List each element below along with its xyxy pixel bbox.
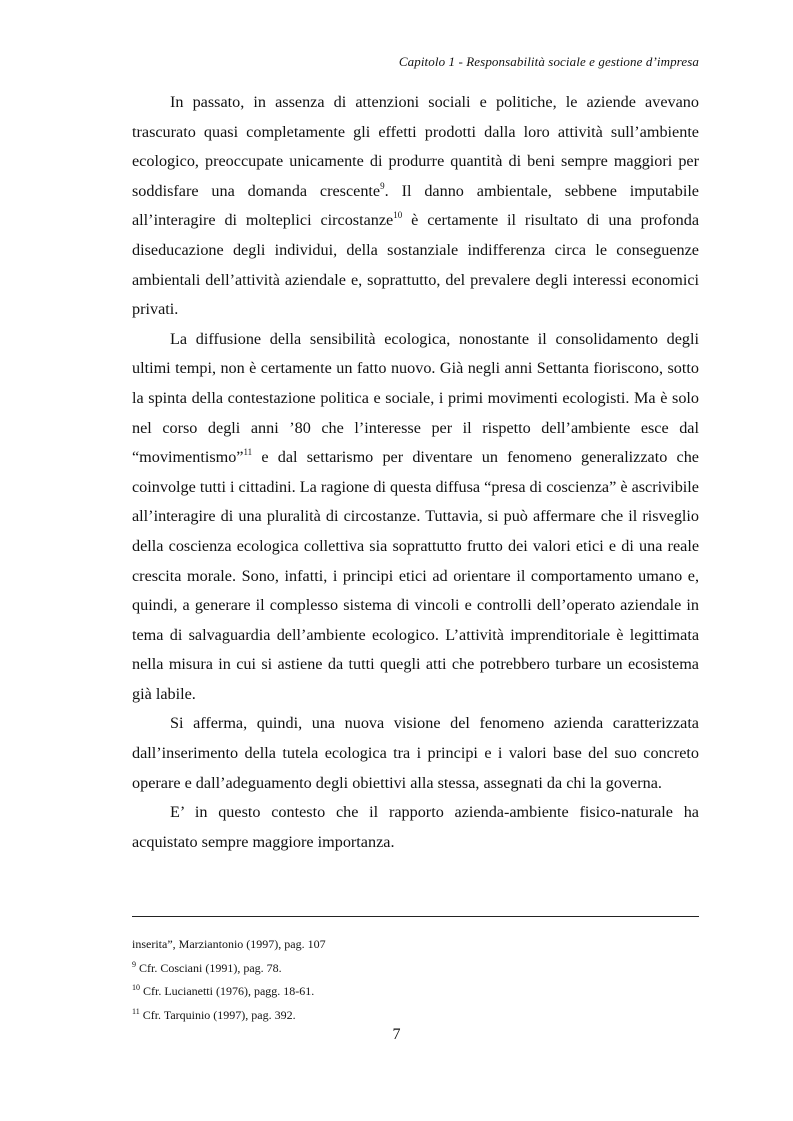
paragraph-1 xyxy=(132,88,699,325)
footnote-11-text: Cfr. Tarquinio (1997), pag. 392. xyxy=(139,1007,296,1022)
footnote-ref-9: 9 xyxy=(380,180,385,191)
running-header: Capitolo 1 - Responsabilità sociale e gestione d’impresa xyxy=(398,54,699,69)
footnote-separator xyxy=(132,916,699,917)
paragraph-1-text-b: . Il danno ambientale, sebbene imputabile all’interagire di molteplici circostanze xyxy=(132,181,699,230)
footnote-10-text: Cfr. Lucianetti (1976), pagg. 18-61. xyxy=(140,984,315,998)
page-number: 7 xyxy=(392,1026,401,1043)
paragraph-4: E’ in questo contesto che il rapporto azienda-ambiente fisico-naturale ha acquistato sempre maggiore importanza. xyxy=(132,803,699,851)
paragraph-3: Si afferma, quindi, una nuova visione del fenomeno azienda caratterizzata dall’inserimento della tutela ecologica tra i principi e i valori base del suo concreto operare e dall’adeguamento degli obiettivi alla stessa, assegnati da chi la governa. xyxy=(132,714,699,792)
footnote-ref-10: 10 xyxy=(393,210,403,221)
footnote-10 xyxy=(132,980,699,1004)
paragraph-1-text-c: è certamente il risultato di una profonda diseducazione degli individui, della sostanziale indifferenza circa le conseguenze ambientali dell’attività aziendale e, soprattutto, del prevalere degli interessi economici privati. xyxy=(132,211,700,319)
paragraph-2-text-b: e dal settarismo per diventare un fenomeno generalizzato che coinvolge tutti i cittadini. La ragione di questa diffusa “presa di coscienza” è ascrivibile all’interagire di una pluralità di circostanze. Tuttavia, si può affermare che il risveglio della coscienza ecologica collettiva sia soprattutto frutto dei valori etici e di una reale crescita morale. Sono, infatti, i principi etici ad orientare il comportamento umano e, quindi, a generare il complesso sistema di vincoli e controlli dell’operato aziendale in tema di salvaguardia dell’ambiente ecologico. L’attività imprenditoriale è legittimata nella misura in cui si astiene da tutti quegli atti che potrebbero turbare un ecosistema già labile. xyxy=(132,448,699,703)
footnote-continuation: inserita”, Marziantonio (1997), pag. 107 xyxy=(132,937,326,951)
footnote-ref-11: 11 xyxy=(243,447,253,458)
paragraph-2 xyxy=(132,325,699,710)
paragraph-1-text-a: In passato, in assenza di attenzioni sociali e politiche, le aziende avevano trascurato quasi completamente gli effetti prodotti dalla loro attività sull’ambiente ecologico, preoccupate unicamente di produrre quantità di beni sempre maggiori per soddisfare una domanda crescente xyxy=(132,93,699,200)
footnote-9 xyxy=(132,957,699,981)
footnote-9-number: 9 xyxy=(132,959,136,969)
paragraph-2-text-a: La diffusione della sensibilità ecologica, nonostante il consolidamento degli ultimi tempi, non è certamente un fatto nuovo. Già negli anni Settanta fioriscono, sotto la spinta della contestazione politica e sociale, i primi movimenti ecologisti. Ma è solo nel corso degli anni ’80 che l’interesse per il rispetto dell’ambiente esce dal “movimentismo” xyxy=(132,329,699,467)
footnote-11 xyxy=(132,1004,699,1028)
footnote-10-number: 10 xyxy=(132,983,140,992)
footnote-11-number: 11 xyxy=(132,1006,140,1016)
footnotes xyxy=(132,933,699,1027)
footnote-9-text: Cfr. Cosciani (1991), pag. 78. xyxy=(136,960,282,975)
body-text xyxy=(132,88,699,857)
